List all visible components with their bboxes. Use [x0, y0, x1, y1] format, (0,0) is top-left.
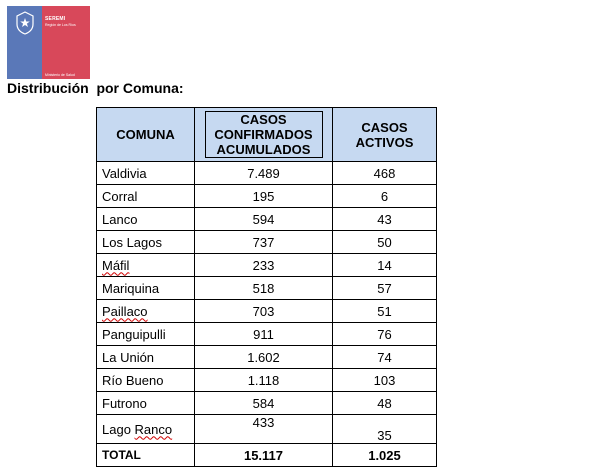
- cell-confirmados: 195: [195, 185, 333, 208]
- table-total-row: [97, 444, 437, 467]
- chile-crest-icon: [13, 10, 37, 36]
- header-activos: [333, 108, 437, 162]
- cell-activos: 43: [333, 208, 437, 231]
- logo-ministry-text: Ministerio de Salud: [45, 73, 75, 77]
- cell-comuna-text: Ranco: [134, 421, 173, 437]
- table-row: [97, 208, 437, 231]
- table-row: [97, 231, 437, 254]
- header-comuna-label: COMUNA: [116, 127, 175, 142]
- cell-confirmados: 433: [195, 415, 333, 444]
- cell-comuna: [97, 254, 195, 277]
- section-heading: Distribución por Comuna:: [7, 80, 184, 96]
- cell-comuna: Valdivia: [97, 162, 195, 185]
- cell-activos: 6: [333, 185, 437, 208]
- cell-confirmados: 1.118: [195, 369, 333, 392]
- table-row: [97, 346, 437, 369]
- header-activos-label: CASOS ACTIVOS: [355, 119, 414, 150]
- cell-comuna: [97, 300, 195, 323]
- table-row: [97, 415, 437, 444]
- cell-activos: 57: [333, 277, 437, 300]
- cell-activos: 50: [333, 231, 437, 254]
- cell-activos: 48: [333, 392, 437, 415]
- cell-comuna: Panguipulli: [97, 323, 195, 346]
- cell-confirmados: 1.602: [195, 346, 333, 369]
- cell-activos: 103: [333, 369, 437, 392]
- cell-activos: 74: [333, 346, 437, 369]
- cell-comuna: Río Bueno: [97, 369, 195, 392]
- cell-confirmados: 7.489: [195, 162, 333, 185]
- cell-comuna: Corral: [97, 185, 195, 208]
- cell-comuna: Futrono: [97, 392, 195, 415]
- header-confirmados-label: CASOS CONFIRMADOS ACUMULADOS: [205, 111, 323, 158]
- cell-activos: 35: [333, 415, 437, 444]
- cell-comuna: Los Lagos: [97, 231, 195, 254]
- cell-activos: 14: [333, 254, 437, 277]
- cell-confirmados: 518: [195, 277, 333, 300]
- header-confirmados: [195, 108, 333, 162]
- cell-comuna: Lago Ranco: [97, 415, 195, 444]
- cell-confirmados: 594: [195, 208, 333, 231]
- table-row: [97, 323, 437, 346]
- cell-activos: 76: [333, 323, 437, 346]
- table-header-row: [97, 108, 437, 162]
- table-row: [97, 369, 437, 392]
- table-row: [97, 300, 437, 323]
- logo-seremi-text: SEREMI: [45, 16, 66, 22]
- table-row: [97, 392, 437, 415]
- table-row: [97, 277, 437, 300]
- cell-comuna: Mariquina: [97, 277, 195, 300]
- cell-confirmados: 703: [195, 300, 333, 323]
- cell-confirmados: 911: [195, 323, 333, 346]
- cell-comuna-text: Paillaco: [102, 303, 148, 319]
- comuna-cases-table: [96, 107, 437, 467]
- cell-activos: 468: [333, 162, 437, 185]
- total-confirmados: 15.117: [195, 444, 333, 467]
- seremi-logo: [7, 6, 90, 79]
- cell-comuna: La Unión: [97, 346, 195, 369]
- cell-confirmados: 737: [195, 231, 333, 254]
- cell-confirmados: 584: [195, 392, 333, 415]
- table-row: [97, 162, 437, 185]
- cell-comuna-text: Máfil: [102, 257, 130, 273]
- total-activos: 1.025: [333, 444, 437, 467]
- cell-activos: 51: [333, 300, 437, 323]
- cell-comuna: Lanco: [97, 208, 195, 231]
- table-row: [97, 254, 437, 277]
- total-label: TOTAL: [97, 444, 195, 467]
- logo-region-text: Región de Los Ríos: [45, 23, 76, 27]
- header-comuna: [97, 108, 195, 162]
- cell-confirmados: 233: [195, 254, 333, 277]
- table-row: [97, 185, 437, 208]
